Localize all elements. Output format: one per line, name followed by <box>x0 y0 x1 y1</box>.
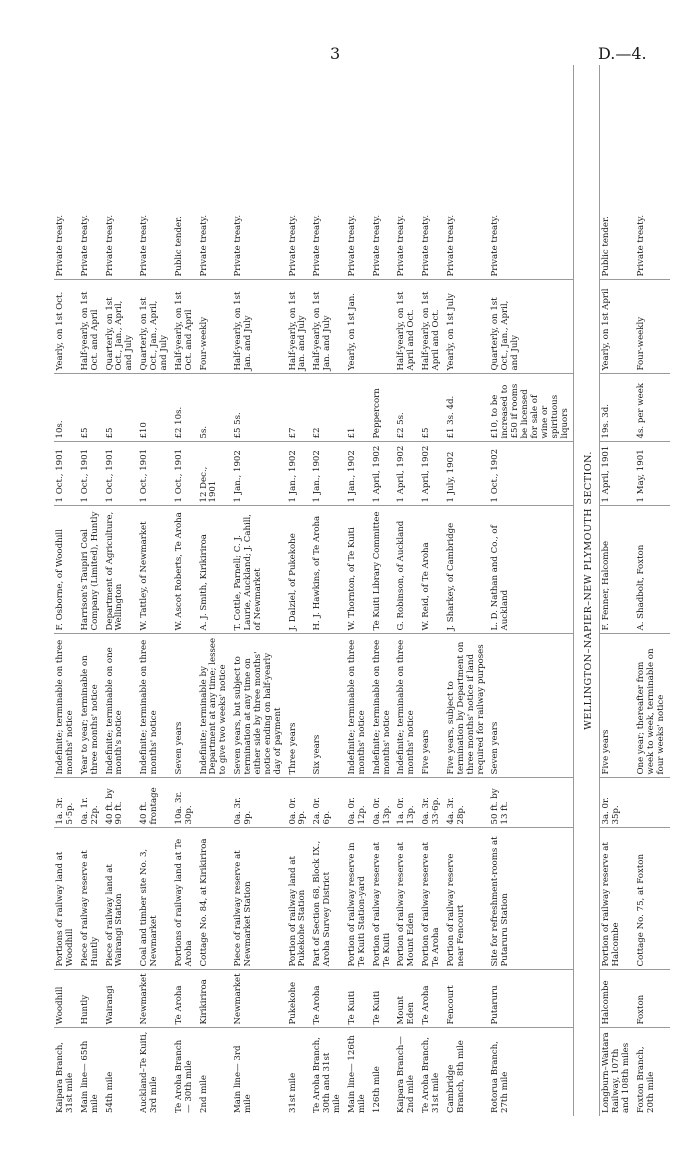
lessee-cell: Harrison's Taupiri Coal Company (Limited), Huntly <box>79 506 104 634</box>
lessee-cell: Te Kuiti Library Committee <box>371 506 396 634</box>
section-heading-block <box>574 65 600 1116</box>
disposal-method-cell: Private treaty. <box>445 65 490 280</box>
description-cell: Portion of railway reserve at Mount Eden <box>395 828 420 970</box>
rental-cell: 10s. <box>54 374 79 442</box>
description-cell: Cottage No. 84, at Kirikiriroa <box>198 828 233 970</box>
line-mileage-cell: Te Aroha Branch, 30th and 31st mile <box>312 1037 342 1113</box>
table-row <box>104 65 139 1116</box>
table-row <box>600 65 635 1116</box>
payment-terms-cell: Half-yearly, on 1st Jan. and July <box>311 280 346 374</box>
line-mileage-cell: Foxton Branch, 20th mile <box>635 1046 656 1113</box>
commencement-cell: 1 Oct., 1901 <box>173 442 198 506</box>
table-row <box>198 65 233 1116</box>
line-mileage-cell: Main line— 3rd mile <box>233 1045 253 1113</box>
area-cell: 0a. 0r. 12p. <box>346 778 371 828</box>
disposal-method-cell: Private treaty. <box>79 65 104 280</box>
commencement-cell: 1 April, 1902 <box>395 442 420 506</box>
rental-cell: £1 3s. 4d. <box>445 374 490 442</box>
area-cell <box>198 778 233 828</box>
lessee-cell: W. Reid, of Te Aroha <box>420 506 445 634</box>
term-cell: Five years <box>600 634 635 778</box>
station-cell: Te Aroha <box>420 970 445 1028</box>
area-cell: 0a. 0r. 13p. <box>371 778 396 828</box>
rental-cell: £5 <box>104 374 139 442</box>
disposal-method-cell: Private treaty. <box>371 65 396 280</box>
disposal-method-cell: Public tender. <box>173 65 198 280</box>
table-row <box>79 65 104 1116</box>
line-mileage-cell: 2nd mile <box>198 1075 209 1113</box>
line-mileage-cell: Rotorua Branch, 27th mile <box>489 1028 574 1116</box>
payment-terms-cell <box>371 280 396 374</box>
payment-terms-cell: Four-weekly <box>198 280 233 374</box>
payment-terms-cell: Quarterly, on 1st Oct., Jan., April, and July <box>138 280 173 374</box>
term-cell: One year; thereafter from week to week, terminable on four weeks' notice <box>635 634 670 778</box>
disposal-method-cell: Public tender. <box>600 65 635 280</box>
area-cell: 0a. 0r. 9p. <box>287 778 312 828</box>
table-row <box>346 65 371 1116</box>
line-mileage-cell: Main line— 126th mile <box>346 1035 367 1113</box>
station-cell: Putaruru <box>489 970 574 1028</box>
payment-terms-cell: Yearly, on 1st Jan. <box>346 280 371 374</box>
commencement-cell: 1 Oct., 1901 <box>104 442 139 506</box>
term-cell: Five years, subject to termination by Department on three months' notice if land required for railway purposes <box>445 634 490 778</box>
payment-terms-cell: Half-yearly, on 1st Jan. and July <box>232 280 286 374</box>
description-cell: Piece of railway reserve at Newmarket Station <box>232 828 286 970</box>
disposal-method-cell: Private treaty. <box>311 65 346 280</box>
term-cell: Indefinite; terminable on three months' notice <box>395 634 420 778</box>
line-mileage-cell: Te Aroha Branch, 31st mile <box>421 1037 441 1113</box>
payment-terms-cell: Half-yearly, on 1st Oct. and April <box>173 280 198 374</box>
line-mileage-cell: 54th mile <box>104 1071 115 1113</box>
lessee-cell: W. Ascot Roberts, Te Aroha <box>173 506 198 634</box>
station-cell: Foxton <box>635 970 670 1028</box>
term-cell: Seven years <box>489 634 574 778</box>
disposal-method-cell: Private treaty. <box>635 65 670 280</box>
description-cell: Portion of railway reserve at Halcombe <box>600 828 635 970</box>
station-cell: Newmarket <box>138 970 173 1028</box>
area-cell: 0a. 3r. 9p. <box>232 778 286 828</box>
table-row <box>173 65 198 1116</box>
table-row <box>371 65 396 1116</box>
description-cell: Piece of railway reserve at Huntly <box>79 828 104 970</box>
station-cell: Wairangi <box>104 970 139 1028</box>
payment-terms-cell: Half-yearly, on 1st April and Oct. <box>420 280 445 374</box>
rotated-lease-table <box>54 65 666 1116</box>
line-mileage-cell: 31st mile <box>287 1072 298 1113</box>
commencement-cell: 1 Jan., 1902 <box>346 442 371 506</box>
area-cell: 3a. 0r. 35p. <box>600 778 635 828</box>
table-row <box>489 65 574 1116</box>
station-cell: Te Aroha <box>311 970 346 1028</box>
table-row <box>445 65 490 1116</box>
area-cell: 0a. 1r. 22p. <box>79 778 104 828</box>
area-cell: 4a. 3r. 28p. <box>445 778 490 828</box>
lessee-cell: F. Osborne, of Woodhill <box>54 506 79 634</box>
line-mileage-cell: Auckland–Te Kuiti, 3rd mile <box>139 1031 159 1113</box>
station-cell: Te Aroha <box>173 970 198 1028</box>
table-row <box>138 65 173 1116</box>
disposal-method-cell: Private treaty. <box>489 65 574 280</box>
table-row <box>420 65 445 1116</box>
lease-table <box>54 65 670 1116</box>
term-cell: Indefinite; terminable on three months' notice <box>371 634 396 778</box>
rental-cell: £2 <box>311 374 346 442</box>
description-cell: Portion of railway reserve at Te Aroha <box>420 828 445 970</box>
commencement-cell: 1 May, 1901 <box>635 442 670 506</box>
payment-terms-cell: Four-weekly <box>635 280 670 374</box>
description-cell: Piece of railway land at Wairangi Station <box>104 828 139 970</box>
rental-cell: £5 <box>79 374 104 442</box>
commencement-cell: 1 Oct., 1902 <box>489 442 574 506</box>
payment-terms-cell: Quarterly, on 1st Oct., Jan., April, and July <box>104 280 139 374</box>
area-cell: 0a. 3r. 33·6p. <box>420 778 445 828</box>
commencement-cell: 12 Dec., 1901 <box>198 442 233 506</box>
description-cell: Site for refreshment-rooms at Putaruru Station <box>489 828 574 970</box>
lessee-cell: G. Robinson, of Auckland <box>395 506 420 634</box>
payment-terms-cell: Quarterly, on 1st Oct., Jan., April, and July <box>489 280 574 374</box>
term-cell: Indefinite; terminable on three months' notice <box>54 634 79 778</box>
station-cell: Fencourt <box>445 970 490 1028</box>
line-mileage-cell: Kaipara Branch, 31st mile <box>55 1041 75 1113</box>
term-cell: Five years <box>420 634 445 778</box>
disposal-method-cell: Private treaty. <box>198 65 233 280</box>
disposal-method-cell: Private treaty. <box>54 65 79 280</box>
area-cell: 50 ft. by 13 ft. <box>489 778 574 828</box>
station-cell: Woodhill <box>54 970 79 1028</box>
lessee-cell: H. J. Hawkins, of Te Aroha <box>311 506 346 634</box>
area-cell: 1a. 0r. 13p. <box>395 778 420 828</box>
term-cell: Indefinite; terminable on one month's notice <box>104 634 139 778</box>
description-cell: Portions of railway land at Woodhill <box>54 828 79 970</box>
station-cell: Halcombe <box>600 970 635 1028</box>
term-cell: Indefinite; terminable by Department at any time; lessee to give two weeks' notice <box>198 634 233 778</box>
payment-terms-cell: Half-yearly, on 1st Jan. and July <box>287 280 312 374</box>
auckland-section-rows <box>54 65 574 1116</box>
disposal-method-cell: Private treaty. <box>346 65 371 280</box>
payment-terms-cell: Yearly, on 1st April <box>600 280 635 374</box>
area-cell: 40 ft. by 90 ft. <box>104 778 139 828</box>
area-cell: 2a. 0r. 6p. <box>311 778 346 828</box>
description-cell: Portion of railway reserve at Te Kuiti <box>371 828 396 970</box>
lessee-cell: Department of Agriculture, Wellington <box>104 506 139 634</box>
lessee-cell: A. J. Smith, Kirikiriroa <box>198 506 233 634</box>
description-cell: Part of Section 68, Block IX., Aroha Survey District <box>311 828 346 970</box>
document-reference: D.—4. <box>598 44 647 63</box>
rental-cell: £2 5s. <box>395 374 420 442</box>
commencement-cell: 1 April, 1902 <box>420 442 445 506</box>
disposal-method-cell: Private treaty. <box>138 65 173 280</box>
rental-cell: 5s. <box>198 374 233 442</box>
table-row <box>232 65 286 1116</box>
lessee-cell: J. Dalziel, of Pukekohe <box>287 506 312 634</box>
description-cell: Cottage No. 75, at Foxton <box>635 828 670 970</box>
description-cell: Portion of railway land at Pukekohe Station <box>287 828 312 970</box>
line-mileage-cell: Main line— 65th mile <box>79 1040 100 1113</box>
rental-cell: £7 <box>287 374 312 442</box>
section-heading: WELLINGTON–NAPIER–NEW PLYMOUTH SECTION. <box>574 65 600 1116</box>
table-row <box>54 65 79 1116</box>
lessee-cell: L. D. Nathan and Co., of Auckland <box>489 506 574 634</box>
commencement-cell: 1 Oct., 1901 <box>79 442 104 506</box>
station-cell: Te Kuiti <box>346 970 371 1028</box>
term-cell: Indefinite; terminable on three months' notice <box>138 634 173 778</box>
rental-cell: £1 <box>346 374 371 442</box>
line-mileage-cell: Cambridge Branch, 8th mile <box>445 1040 466 1113</box>
lessee-cell: W. Thornton, of Te Kuiti <box>346 506 371 634</box>
description-cell: Coal and timber site No. 3, Newmarket <box>138 828 173 970</box>
wellington-section-rows <box>600 65 670 1116</box>
table-row <box>635 65 670 1116</box>
description-cell: Portions of railway land at Te Aroha <box>173 828 198 970</box>
term-cell: Seven years <box>173 634 198 778</box>
term-cell: Three years <box>287 634 312 778</box>
station-cell: Mount Eden <box>395 970 420 1028</box>
table-row <box>287 65 312 1116</box>
commencement-cell: 1 Jan., 1902 <box>232 442 286 506</box>
commencement-cell: 1 Jan., 1902 <box>311 442 346 506</box>
commencement-cell: 1 Jan., 1902 <box>287 442 312 506</box>
table-row <box>395 65 420 1116</box>
page-number: 3 <box>330 44 341 63</box>
station-cell: Pukekohe <box>287 970 312 1028</box>
commencement-cell: 1 July, 1902 <box>445 442 490 506</box>
lessee-cell: W. Tattley, of Newmarket <box>138 506 173 634</box>
rental-cell: Peppercorn <box>371 374 396 442</box>
lessee-cell: J. Sharkey, of Cambridge <box>445 506 490 634</box>
commencement-cell: 1 April, 1902 <box>371 442 396 506</box>
rental-cell: £5 5s. <box>232 374 286 442</box>
line-mileage-cell: Longburn–Waitara Railway, 107th and 108th miles <box>601 1032 632 1113</box>
lessee-cell: T. Cottle, Parnell; C. J. Laurie, Auckland; J. Cahill, of Newmarket <box>232 506 286 634</box>
station-cell: Huntly <box>79 970 104 1028</box>
area-cell: 10a. 3r. 30p. <box>173 778 198 828</box>
lessee-cell: F. Fenner, Halcombe <box>600 506 635 634</box>
lessee-cell: A. Shadbolt, Foxton <box>635 506 670 634</box>
rental-cell: £10, to be increased to £50 if rooms be licensed for sale of wine or spirituous liquors <box>489 374 574 442</box>
disposal-method-cell: Private treaty. <box>287 65 312 280</box>
payment-terms-cell: Half-yearly, on 1st April and Oct. <box>395 280 420 374</box>
description-cell: Portion of railway reserve near Fencourt <box>445 828 490 970</box>
commencement-cell: 1 April, 1901 <box>600 442 635 506</box>
rental-cell: £10 <box>138 374 173 442</box>
commencement-cell: 1 Oct., 1901 <box>54 442 79 506</box>
area-cell <box>635 778 670 828</box>
line-mileage-cell: Kaipara Branch— 2nd mile <box>396 1036 417 1113</box>
station-cell: Te Kuiti <box>371 970 396 1028</box>
term-cell: Indefinite; terminable on three months' notice <box>346 634 371 778</box>
commencement-cell: 1 Oct., 1901 <box>138 442 173 506</box>
line-mileage-cell: 126th mile <box>371 1066 382 1113</box>
rental-cell: 4s. per week <box>635 374 670 442</box>
payment-terms-cell: Yearly, on 1st July <box>445 280 490 374</box>
area-cell: 1a. 3r. 5·5p. <box>54 778 79 828</box>
station-cell: Newmarket <box>232 970 286 1028</box>
disposal-method-cell: Private treaty. <box>395 65 420 280</box>
payment-terms-cell: Yearly, on 1st Oct. <box>54 280 79 374</box>
payment-terms-cell: Half-yearly, on 1st Oct. and April <box>79 280 104 374</box>
rental-cell: £5 <box>420 374 445 442</box>
station-cell: Kirikiriroa <box>198 970 233 1028</box>
description-cell: Portion of railway reserve in Te Kuiti Station-yard <box>346 828 371 970</box>
area-cell: 40 ft. frontage <box>138 778 173 828</box>
rental-cell: £2 10s. <box>173 374 198 442</box>
disposal-method-cell: Private treaty. <box>232 65 286 280</box>
term-cell: Six years <box>311 634 346 778</box>
line-mileage-cell: Te Aroha Branch— 30th mile <box>173 1039 194 1113</box>
term-cell: Seven years, but subject to termination at any time on either side by three months' notice ending on half-yearly day of payment <box>232 634 286 778</box>
disposal-method-cell: Private treaty. <box>420 65 445 280</box>
rental-cell: 19s. 3d. <box>600 374 635 442</box>
disposal-method-cell: Private treaty. <box>104 65 139 280</box>
term-cell: Year to year; terminable on three months' notice <box>79 634 104 778</box>
table-row <box>311 65 346 1116</box>
